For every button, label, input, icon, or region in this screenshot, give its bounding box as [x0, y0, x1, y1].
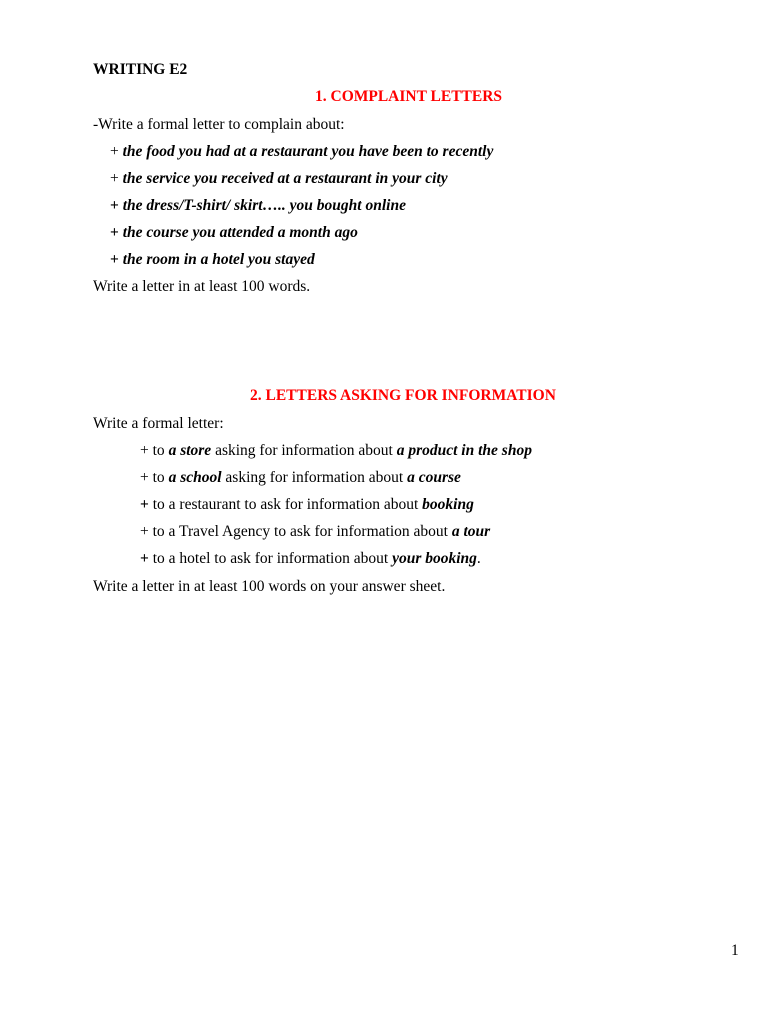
section2-intro: Write a formal letter: [93, 415, 224, 432]
item-topic: a course [407, 469, 461, 486]
item-bullet: + [140, 469, 149, 486]
section2-item [140, 522, 490, 542]
item-bullet: + [110, 224, 123, 241]
section1-item [110, 169, 448, 189]
item-prefix: to [148, 442, 169, 459]
item-text: the food you had at a restaurant you have been to recently [122, 143, 494, 160]
item-text: the course you attended a month ago [122, 224, 358, 241]
section1-item [110, 223, 358, 243]
item-prefix: to a Travel Agency to ask for information about [148, 523, 452, 540]
item-text: the room in a hotel you stayed [122, 251, 315, 268]
section2-item [140, 549, 481, 569]
item-topic: a tour [451, 523, 491, 540]
item-bullet: + [140, 496, 149, 513]
item-bullet: + [110, 170, 123, 187]
item-target: a store [168, 442, 212, 459]
document-title: WRITING E2 [93, 61, 188, 78]
section1-heading: 1. COMPLAINT LETTERS [315, 88, 503, 105]
section2-heading: 2. LETTERS ASKING FOR INFORMATION [250, 387, 556, 404]
section2-item [140, 495, 474, 515]
item-prefix: to a restaurant to ask for information about [148, 496, 423, 513]
item-middle: asking for information about [221, 469, 408, 486]
section1-item [110, 196, 406, 216]
section2-closing: Write a letter in at least 100 words on your answer sheet. [93, 578, 446, 595]
item-bullet: + [110, 197, 123, 214]
item-bullet: + [140, 442, 149, 459]
item-topic: a product in the shop [396, 442, 532, 459]
item-prefix: to [148, 469, 169, 486]
section2-item [140, 441, 532, 461]
item-end: . [476, 550, 481, 567]
item-target: a school [168, 469, 222, 486]
item-bullet: + [110, 143, 123, 160]
item-topic: booking [422, 496, 474, 513]
section1-closing: Write a letter in at least 100 words. [93, 278, 311, 295]
item-bullet: + [140, 523, 149, 540]
item-middle: asking for information about [211, 442, 397, 459]
section2-item [140, 468, 461, 488]
section1-item [110, 142, 493, 162]
item-topic: your booking [392, 550, 477, 567]
section1-intro: -Write a formal letter to complain about: [93, 116, 345, 133]
item-bullet: + [140, 550, 149, 567]
item-bullet: + [110, 251, 123, 268]
item-prefix: to a hotel to ask for information about [148, 550, 393, 567]
item-text: the dress/T-shirt/ skirt….. you bought online [122, 197, 406, 214]
section1-item [110, 250, 315, 270]
page-number: 1 [731, 942, 739, 959]
item-text: the service you received at a restaurant in your city [122, 170, 448, 187]
